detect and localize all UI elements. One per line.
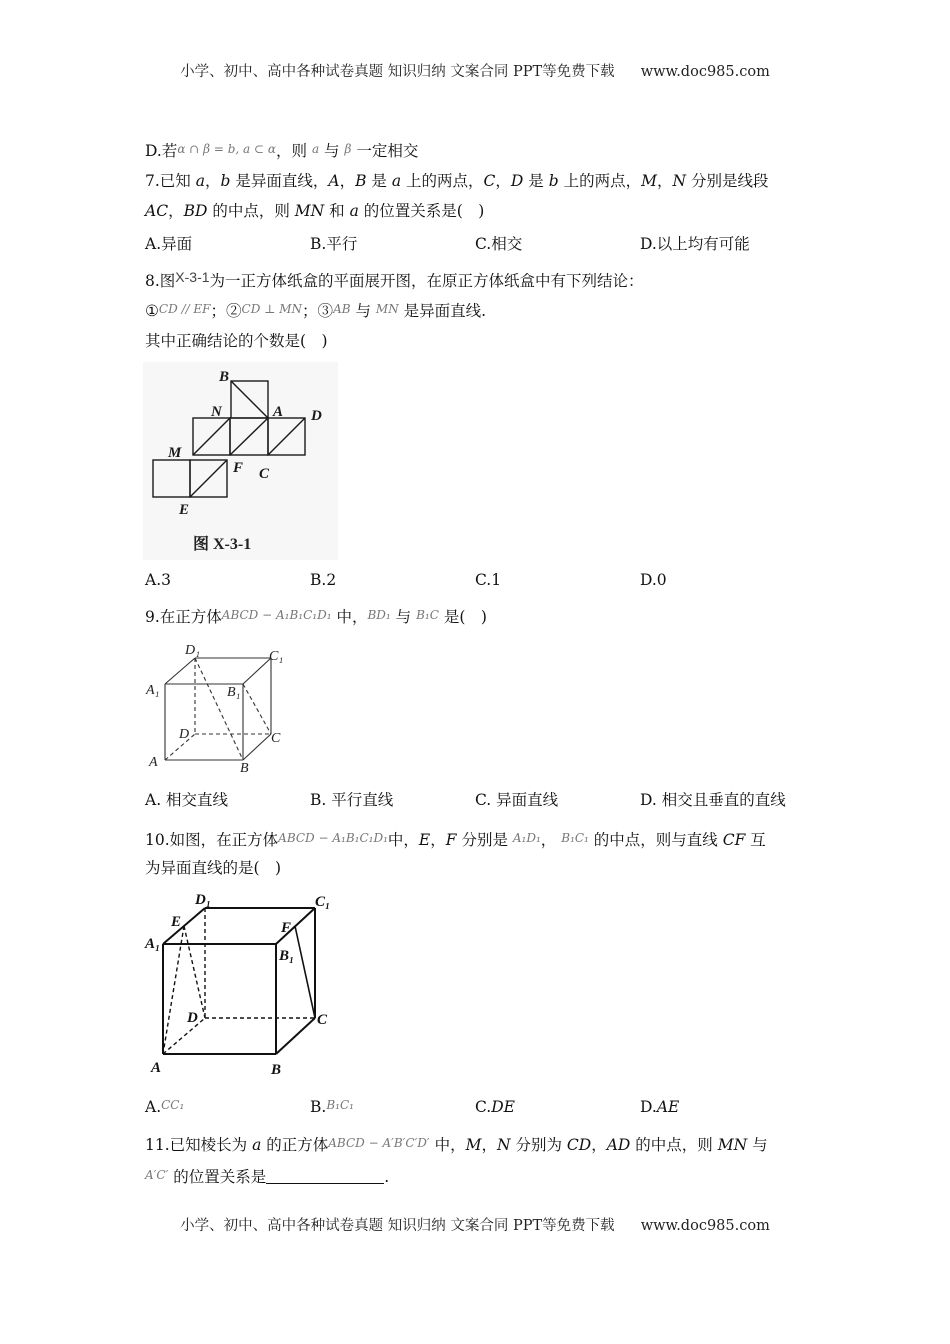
- cube-figure-q9: [143, 638, 293, 778]
- q10-label-e: E: [171, 914, 182, 930]
- q7-option-b[interactable]: B.平行: [310, 235, 358, 253]
- q10-option-d[interactable]: D.AE: [640, 1098, 680, 1116]
- q8-option-c[interactable]: C.1: [475, 571, 502, 589]
- q10-option-b[interactable]: B.B₁C₁: [310, 1098, 354, 1116]
- net-label-e: E: [179, 502, 190, 518]
- net-label-c: C: [259, 466, 270, 482]
- net-caption: 图 X-3-1: [193, 536, 252, 553]
- page-footer: [0, 1214, 950, 1235]
- q7-option-a[interactable]: A.异面: [145, 235, 193, 253]
- q7-option-c[interactable]: C.相交: [475, 235, 523, 253]
- q10-label-c: C: [317, 1012, 328, 1028]
- q11-stem-line1: 11.已知棱长为 a 的正方体ABCD − A′B′C′D′ 中，M，N 分别为 CD，AD 的中点，则 MN 与: [145, 1136, 768, 1154]
- q9-option-a[interactable]: A. 相交直线: [145, 791, 229, 809]
- q10-option-c[interactable]: C.DE: [475, 1098, 515, 1116]
- net-label-n: N: [211, 404, 222, 420]
- q8-stem-line1: 8.图X-3-1为一正方体纸盒的平面展开图，在原正方体纸盒中有下列结论：: [145, 269, 644, 290]
- q8-option-d[interactable]: D.0: [640, 571, 667, 589]
- q6-option-d: D.若α ∩ β = b, a ⊂ α，则 a 与 β 一定相交: [145, 142, 419, 160]
- q9-option-d[interactable]: D. 相交且垂直的直线: [640, 791, 786, 809]
- q8-question: 其中正确结论的个数是( ): [145, 332, 328, 350]
- q9-label-b: B: [240, 761, 249, 776]
- answer-blank[interactable]: [266, 1169, 384, 1184]
- figure-ref: X-3-1: [175, 269, 210, 285]
- q10-stem-line1: 10.如图，在正方体ABCD − A₁B₁C₁D₁中，E，F 分别是 A₁D₁， B₁C₁ 的中点，则与直线 CF 互: [145, 831, 766, 849]
- q9-label-a1: A₁: [146, 683, 160, 698]
- q7-option-d[interactable]: D.以上均有可能: [640, 235, 750, 253]
- math-inline: α ∩ β = b, a ⊂ α: [177, 142, 276, 156]
- net-label-d: D: [311, 408, 322, 424]
- q9-label-b1: B₁: [227, 685, 241, 700]
- q8-option-a[interactable]: A.3: [145, 571, 171, 589]
- q10-label-b1: B₁: [279, 948, 295, 964]
- net-label-b: B: [219, 369, 230, 385]
- q8-option-b[interactable]: B.2: [310, 571, 337, 589]
- footer-site[interactable]: www.doc985.com: [640, 1218, 770, 1234]
- q10-stem-line2: 为异面直线的是( ): [145, 859, 282, 877]
- q9-option-c[interactable]: C. 异面直线: [475, 791, 559, 809]
- q9-label-c: C: [271, 731, 281, 746]
- q9-label-d1: D₁: [185, 643, 200, 658]
- q9-label-d: D: [179, 727, 190, 742]
- net-label-a: A: [273, 404, 284, 420]
- q10-label-d: D: [187, 1010, 198, 1026]
- q9-label-c1: C₁: [269, 649, 284, 664]
- q10-label-b: B: [271, 1062, 282, 1078]
- q8-conclusions: ①CD // EF；②CD ⊥ MN；③AB 与 MN 是异面直线.: [145, 302, 487, 320]
- cube-figure-q10: [143, 886, 343, 1082]
- header-text: 小学、初中、高中各种试卷真题 知识归纳 文案合同 PPT等免费下载: [180, 64, 615, 80]
- net-label-m: M: [168, 445, 182, 461]
- q10-label-c1: C₁: [315, 894, 331, 910]
- q9-stem: 9.在正方体ABCD − A₁B₁C₁D₁ 中，BD₁ 与 B₁C 是( ): [145, 608, 487, 626]
- net-figure: [143, 362, 338, 560]
- q10-option-a[interactable]: A.CC₁: [145, 1098, 185, 1116]
- header-site[interactable]: www.doc985.com: [640, 64, 770, 80]
- q7-stem-line2: AC，BD 的中点，则 MN 和 a 的位置关系是( ): [145, 202, 485, 220]
- page-header: [0, 60, 950, 81]
- q9-option-b[interactable]: B. 平行直线: [310, 791, 394, 809]
- q10-label-d1: D₁: [195, 892, 212, 908]
- q10-label-f: F: [281, 920, 292, 936]
- q7-stem-line1: 7.已知 a，b 是异面直线，A，B 是 a 上的两点，C，D 是 b 上的两点，M，N 分别是线段: [145, 172, 769, 190]
- q9-label-a: A: [149, 755, 158, 770]
- footer-text: 小学、初中、高中各种试卷真题 知识归纳 文案合同 PPT等免费下载: [180, 1218, 615, 1234]
- q10-label-a: A: [151, 1060, 162, 1076]
- q11-stem-line2: A′C′ 的位置关系是 .: [145, 1168, 390, 1186]
- q10-label-a1: A₁: [145, 936, 161, 952]
- net-label-f: F: [233, 460, 244, 476]
